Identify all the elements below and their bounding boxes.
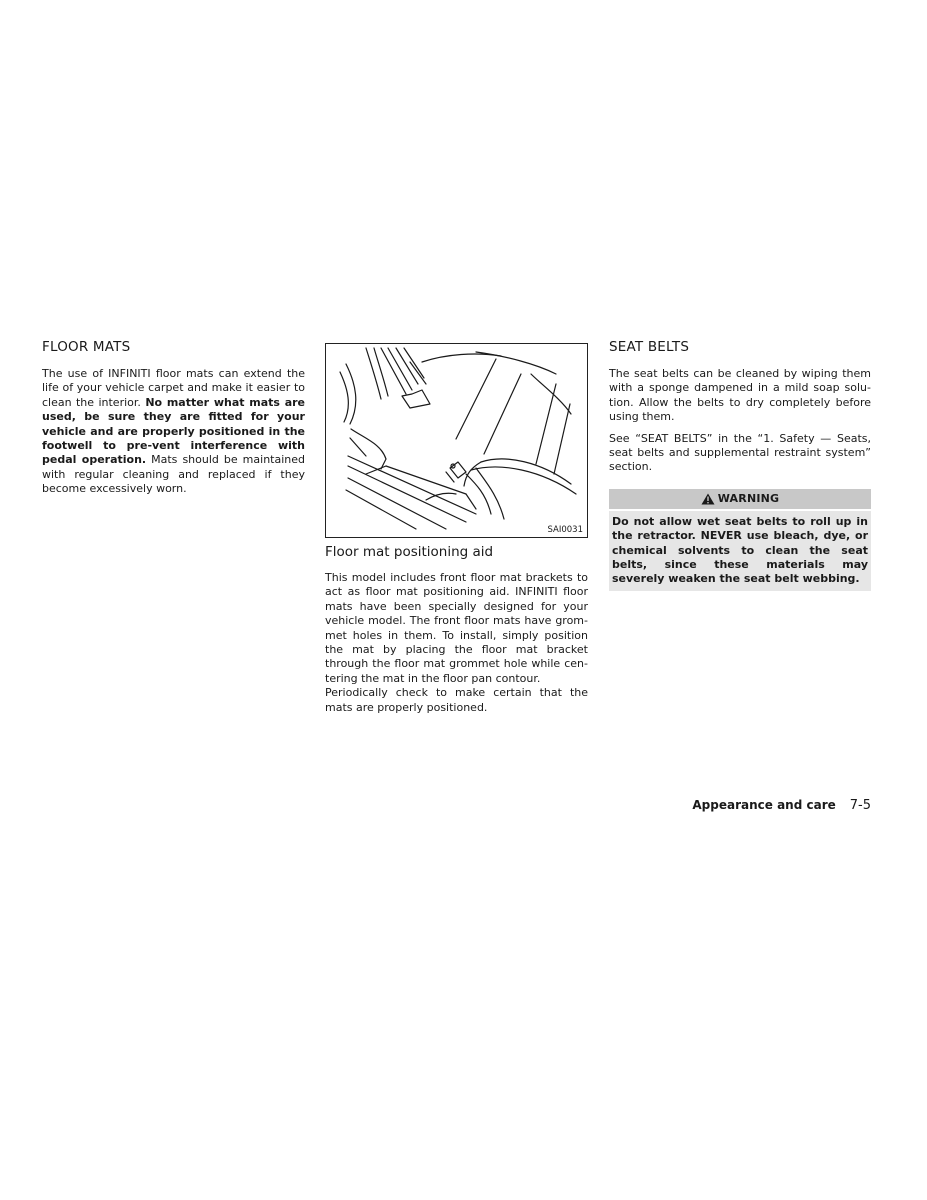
- page-footer: [692, 798, 871, 813]
- positioning-aid-heading: Floor mat positioning aid: [325, 544, 494, 560]
- seat-belts-paragraph-2: See “SEAT BELTS” in the “1. Safety — Seats, seat belts and supplemental restraint system” section.: [609, 431, 871, 474]
- floor-mats-text-end: Mats should be maintained with regular cleaning and replaced if they become excessively worn.: [42, 453, 305, 496]
- warning-header: [609, 489, 871, 509]
- page-number: 7-5: [849, 798, 871, 813]
- floor-mats-section: [42, 338, 305, 497]
- footer-section-title: Appearance and care: [692, 798, 836, 812]
- positioning-aid-paragraph-2: Periodically check to make certain that the mats are properly positioned.: [325, 686, 588, 714]
- floor-mats-paragraph: [42, 367, 305, 497]
- warning-text: Do not allow wet seat belts to roll up in the retractor. NEVER use bleach, dye, or chemical solvents to clean the seat belts, since these materials may severely weaken the seat belt webbing.: [609, 511, 871, 591]
- positioning-aid-section: [325, 338, 588, 715]
- floor-mat-drawing: [326, 344, 587, 537]
- floor-mat-illustration: [325, 343, 588, 538]
- figure-code: SAI0031: [547, 525, 583, 535]
- floor-mats-heading: FLOOR MATS: [42, 339, 131, 355]
- positioning-aid-paragraph-1: This model includes front floor mat brackets to act as floor mat positioning aid. INFINITI floor mats have been specially designed for your vehicle model. The front floor mats have grom-met holes in them. To install, simply position the mat by placing the floor mat bracket through the floor mat grommet hole while cen-tering the mat in the floor pan contour.: [325, 571, 588, 685]
- floor-mats-text-intro: The use of INFINITI floor mats can extend the life of your vehicle carpet and make it easier to clean the interior.: [42, 367, 305, 409]
- seat-belts-heading: SEAT BELTS: [609, 339, 690, 355]
- seat-belts-paragraph-1: The seat belts can be cleaned by wiping them with a sponge dampened in a mild soap solu-tion. Allow the belts to dry completely before using them.: [609, 367, 871, 424]
- floor-mats-text-bold: No matter what mats are used, be sure they are fitted for your vehicle and are properly positioned in the footwell to pre-vent interference with pedal operation.: [42, 395, 306, 467]
- seat-belts-section: [609, 338, 871, 591]
- warning-label: WARNING: [717, 492, 780, 506]
- warning-box: [609, 489, 871, 591]
- warning-triangle-icon: [701, 493, 715, 505]
